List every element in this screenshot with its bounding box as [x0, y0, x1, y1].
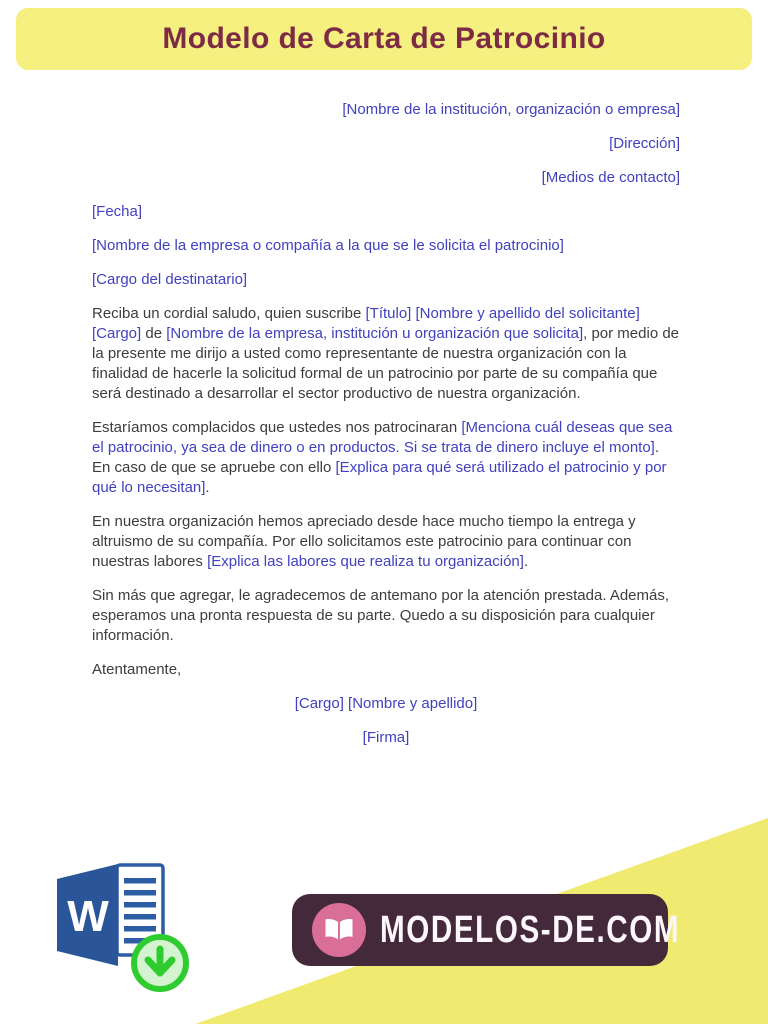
svg-text:W: W [67, 892, 109, 941]
body-text: . [523, 553, 529, 570]
body-text: . En caso de que se apruebe con ello [92, 439, 660, 476]
contact-placeholder [92, 168, 680, 188]
placeholder-text: [Cargo] [Nombre y apellido] [294, 695, 478, 712]
placeholder-text: [Nombre de la empresa o compañía a la que se le solicita el patrocinio] [92, 237, 564, 254]
body-text: . [205, 479, 210, 496]
placeholder-text: [Dirección] [609, 135, 680, 152]
placeholder-text: [Explica las labores que realiza tu organización] [207, 553, 524, 570]
signature-placeholder [92, 728, 680, 748]
placeholder-text: [Menciona cuál deseas que sea el patrocinio, ya sea de dinero o en productos. Si se trata de dinero incluye el monto] [92, 419, 673, 456]
title-banner [16, 8, 752, 70]
placeholder-text: [Nombre de la empresa, institución u organización que solicita] [166, 325, 584, 342]
body-text: de [141, 325, 167, 342]
body-text: , por medio de la presente me dirijo a usted como representante de nuestra organización con la finalidad de hacerle la solicitud formal de un patrocinio por parte de su compañía que será destinado a desarrollar el sector productivo de nuestra organización. [92, 325, 680, 402]
placeholder-text: [Explica para qué será utilizado el patrocinio y por qué lo necesitan] [92, 459, 667, 496]
placeholder-text: [Medios de contacto] [541, 169, 680, 186]
placeholder-text: [Nombre de la institución, organización o empresa] [342, 101, 680, 118]
placeholder-text: [Firma] [362, 729, 410, 746]
recipient-role-placeholder [92, 270, 680, 290]
placeholder-text: [Fecha] [92, 203, 143, 220]
address-placeholder [92, 134, 680, 154]
brand-name: MODELOS-DE.COM [380, 908, 681, 951]
closing [92, 660, 680, 680]
body-text: Sin más que agregar, le agradecemos de antemano por la atención prestada. Además, esperamos una pronta respuesta de su parte. Quedo a su disposición para cualquier información. [92, 587, 670, 644]
body-text: Atentamente, [92, 661, 182, 678]
paragraph-appreciation [92, 512, 680, 572]
recipient-institution-placeholder [92, 100, 680, 120]
download-arrow-icon [134, 937, 186, 989]
company-placeholder [92, 236, 680, 256]
word-download-icon[interactable] [55, 858, 195, 1003]
paragraph-request [92, 418, 680, 498]
paragraph-greeting [92, 304, 680, 404]
paragraph-farewell [92, 586, 680, 646]
body-text: En nuestra organización hemos apreciado desde hace mucho tiempo la entrega y altruismo de su compañía. Por ello solicitamos este patrocinio para continuar con nuestras labores [92, 513, 636, 570]
date-placeholder [92, 202, 680, 222]
body-text: Estaríamos complacidos que ustedes nos patrocinaran [92, 419, 462, 436]
page-title: Modelo de Carta de Patrocinio [162, 22, 606, 55]
letter-body [92, 100, 680, 762]
body-text: Reciba un cordial saludo, quien suscribe [92, 305, 366, 322]
brand-badge[interactable] [292, 894, 681, 966]
placeholder-text: [Título] [Nombre y apellido del solicitante] [Cargo] [92, 305, 640, 342]
open-book-icon [312, 903, 366, 957]
placeholder-text: [Cargo del destinatario] [92, 271, 248, 288]
signature-name-placeholder [92, 694, 680, 714]
